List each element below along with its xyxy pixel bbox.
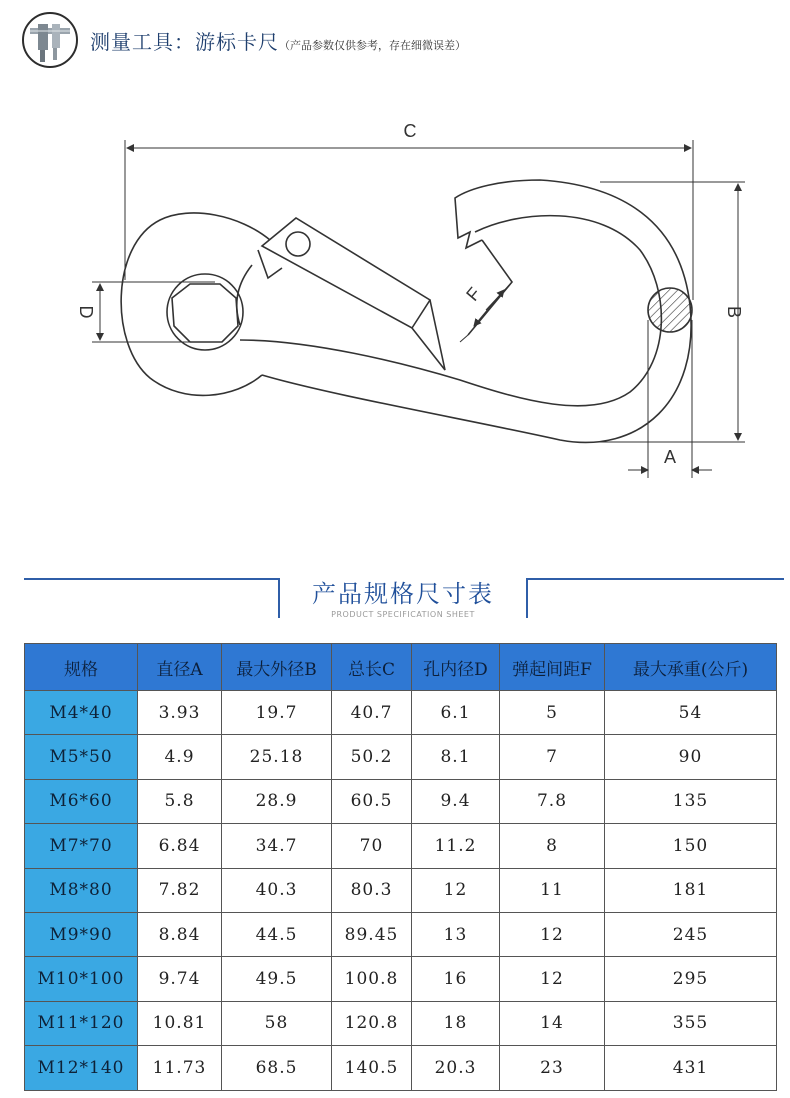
cell-model: M11*120	[25, 1001, 138, 1045]
cell-gap-f: 7.8	[500, 779, 605, 823]
table-row	[25, 912, 777, 956]
cell-diameter-a: 8.84	[138, 912, 222, 956]
cell-hole-d: 11.2	[412, 824, 500, 868]
cell-gap-f: 5	[500, 691, 605, 735]
cell-hole-d: 6.1	[412, 691, 500, 735]
cell-gap-f: 14	[500, 1001, 605, 1045]
cell-diameter-a: 3.93	[138, 691, 222, 735]
cell-hole-d: 13	[412, 912, 500, 956]
cell-length-c: 120.8	[332, 1001, 412, 1045]
cell-length-c: 89.45	[332, 912, 412, 956]
hook-body-outline	[121, 180, 691, 442]
dimension-c	[125, 140, 693, 300]
cell-hole-d: 16	[412, 957, 500, 1001]
cell-outer-b: 34.7	[222, 824, 332, 868]
cell-gap-f: 23	[500, 1046, 605, 1090]
header-model: 规格	[25, 644, 138, 691]
table-row	[25, 691, 777, 735]
cell-hole-d: 8.1	[412, 735, 500, 779]
table-row	[25, 824, 777, 868]
cell-model: M12*140	[25, 1046, 138, 1090]
cell-max-load: 90	[605, 735, 777, 779]
cell-max-load: 150	[605, 824, 777, 868]
cell-diameter-a: 4.9	[138, 735, 222, 779]
spec-section-header	[0, 570, 790, 630]
spec-table	[24, 643, 777, 1091]
dimension-d-label: D	[76, 305, 96, 319]
header-gap-f: 弹起间距F	[500, 644, 605, 691]
cell-model: M6*60	[25, 779, 138, 823]
cell-length-c: 40.7	[332, 691, 412, 735]
gate-lever	[258, 218, 445, 370]
cell-outer-b: 58	[222, 1001, 332, 1045]
table-row	[25, 1001, 777, 1045]
cell-hole-d: 18	[412, 1001, 500, 1045]
table-row	[25, 868, 777, 912]
page-title	[90, 26, 466, 55]
cell-diameter-a: 10.81	[138, 1001, 222, 1045]
caliper-icon	[22, 12, 78, 68]
cell-max-load: 431	[605, 1046, 777, 1090]
header-note: （产品参数仅供参考，存在细微误差）	[279, 39, 466, 52]
cell-gap-f: 12	[500, 912, 605, 956]
cell-max-load: 135	[605, 779, 777, 823]
header-length-c: 总长C	[332, 644, 412, 691]
cell-length-c: 60.5	[332, 779, 412, 823]
table-header-row	[25, 644, 777, 691]
dimension-b-label: B	[724, 305, 744, 319]
cell-model: M4*40	[25, 691, 138, 735]
snap-hook-drawing	[0, 90, 790, 510]
cell-diameter-a: 5.8	[138, 779, 222, 823]
cell-model: M10*100	[25, 957, 138, 1001]
cell-max-load: 295	[605, 957, 777, 1001]
cell-outer-b: 40.3	[222, 868, 332, 912]
cell-model: M5*50	[25, 735, 138, 779]
cell-outer-b: 28.9	[222, 779, 332, 823]
dimension-c-label: C	[403, 121, 417, 141]
dimension-d	[92, 282, 215, 342]
cell-max-load: 245	[605, 912, 777, 956]
cell-diameter-a: 11.73	[138, 1046, 222, 1090]
cell-hole-d: 12	[412, 868, 500, 912]
cell-length-c: 50.2	[332, 735, 412, 779]
cell-length-c: 100.8	[332, 957, 412, 1001]
header-outer-b: 最大外径B	[222, 644, 332, 691]
table-row	[25, 779, 777, 823]
table-row	[25, 957, 777, 1001]
cell-gap-f: 7	[500, 735, 605, 779]
section-subtitle: PRODUCT SPECIFICATION SHEET	[331, 610, 475, 619]
table-row	[25, 1046, 777, 1090]
wire-section	[648, 288, 692, 332]
eye-hole	[167, 274, 243, 350]
cell-length-c: 140.5	[332, 1046, 412, 1090]
cell-model: M9*90	[25, 912, 138, 956]
cell-gap-f: 11	[500, 868, 605, 912]
cell-outer-b: 49.5	[222, 957, 332, 1001]
cell-outer-b: 44.5	[222, 912, 332, 956]
header-max-load: 最大承重(公斤)	[605, 644, 777, 691]
dimension-f-label: F	[462, 283, 485, 305]
cell-diameter-a: 9.74	[138, 957, 222, 1001]
title-frame-right	[526, 578, 784, 618]
dimension-a-label: A	[663, 447, 677, 467]
cell-outer-b: 19.7	[222, 691, 332, 735]
cell-model: M7*70	[25, 824, 138, 868]
cell-diameter-a: 7.82	[138, 868, 222, 912]
cell-max-load: 355	[605, 1001, 777, 1045]
cell-gap-f: 12	[500, 957, 605, 1001]
cell-outer-b: 68.5	[222, 1046, 332, 1090]
cell-length-c: 70	[332, 824, 412, 868]
header-title-text: 测量工具：游标卡尺	[90, 30, 279, 54]
page-header	[22, 12, 622, 72]
section-title: 产品规格尺寸表	[312, 580, 494, 608]
cell-max-load: 54	[605, 691, 777, 735]
header-diameter-a: 直径A	[138, 644, 222, 691]
cell-model: M8*80	[25, 868, 138, 912]
header-hole-d: 孔内径D	[412, 644, 500, 691]
cell-hole-d: 9.4	[412, 779, 500, 823]
cell-gap-f: 8	[500, 824, 605, 868]
cell-diameter-a: 6.84	[138, 824, 222, 868]
cell-max-load: 181	[605, 868, 777, 912]
table-row	[25, 735, 777, 779]
cell-outer-b: 25.18	[222, 735, 332, 779]
title-frame-left	[24, 578, 280, 618]
cell-hole-d: 20.3	[412, 1046, 500, 1090]
snap-hook-diagram	[0, 90, 790, 510]
cell-length-c: 80.3	[332, 868, 412, 912]
